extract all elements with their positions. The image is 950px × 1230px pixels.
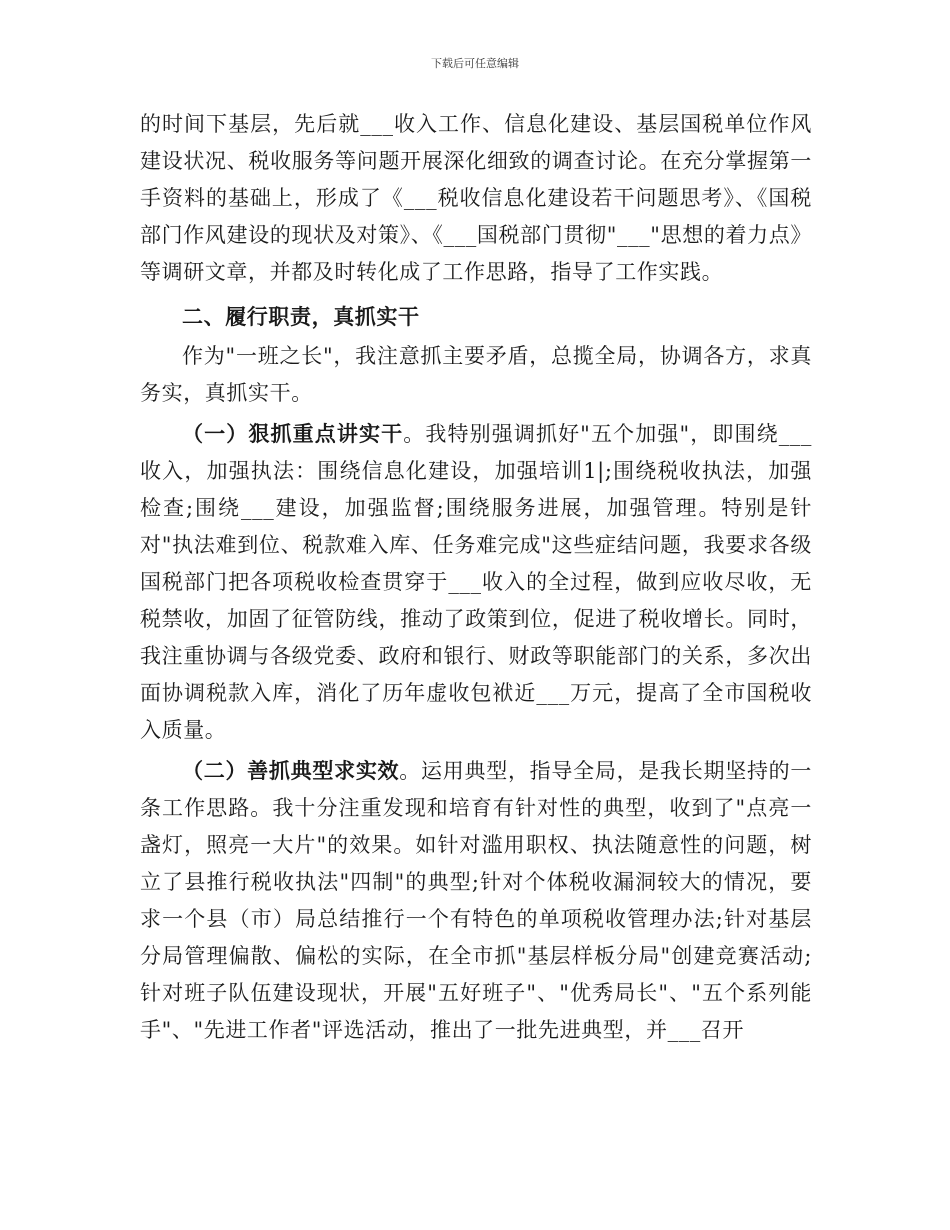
paragraph-text: 的时间下基层，先后就___收入工作、信息化建设、基层国税单位作风建设状况、税收服务等问题开展深化细致的调查讨论。在充分掌握第一手资料的基础上，形成了《___税收信息化建设若干问题思考》、《国税部门作风建设的现状及对策》、《___国税部门贯彻"___"思想的着力点》等调研文章，并都及时转化成了工作思路，指导了工作实践。 [140, 112, 812, 284]
section-heading: 二、履行职责，真抓实干 [182, 304, 420, 329]
document-body [140, 106, 812, 1049]
paragraph-subsection-1 [140, 415, 812, 749]
paragraph-intro [140, 338, 812, 412]
page-header: 下载后可任意编辑 [431, 57, 519, 70]
paragraph-text: 。我特别强调抓好"五个加强"，即围绕___收入，加强执法：围绕信息化建设，加强培训1|;围绕税收执法，加强检查;围绕___建设，加强监督;围绕服务进展，加强管理。特别是针对"执法难到位、税款难入库、任务难完成"这些症结问题，我要求各级国税部门把各项税收检查贯穿于___收入的全过程，做到应收尽收，无税禁收，加固了征管防线，推动了政策到位，促进了税收增长。同时，我注重协调与各级党委、政府和银行、财政等职能部门的关系，多次出面协调税款入库，消化了历年虚收包袱近___万元，提高了全市国税收入质量。 [140, 422, 813, 742]
paragraph-text: 。运用典型，指导全局，是我长期坚持的一条工作思路。我十分注重发现和培育有针对性的典型，收到了"点亮一盏灯，照亮一大片"的效果。如针对滥用职权、执法随意性的问题，树立了县推行税收执法"四制"的典型;针对个体税收漏洞较大的情况，要求一个县（市）局总结推行一个有特色的单项税收管理办法;针对基层分局管理偏散、偏松的实际，在全市抓"基层样板分局"创建竞赛活动;针对班子队伍建设现状，开展"五好班子"、"优秀局长"、"五个系列能手"、"先进工作者"评选活动，推出了一批先进典型，并___召开 [140, 759, 813, 1042]
paragraph-subsection-2 [140, 752, 812, 1049]
subsection-title: （二）善抓典型求实效 [182, 758, 400, 783]
paragraph-text: 作为"一班之长"，我注意抓主要矛盾，总揽全局，协调各方，求真务实，真抓实干。 [140, 344, 812, 405]
paragraph-continuation [140, 106, 812, 291]
subsection-title: （一）狠抓重点讲实干 [182, 421, 404, 446]
